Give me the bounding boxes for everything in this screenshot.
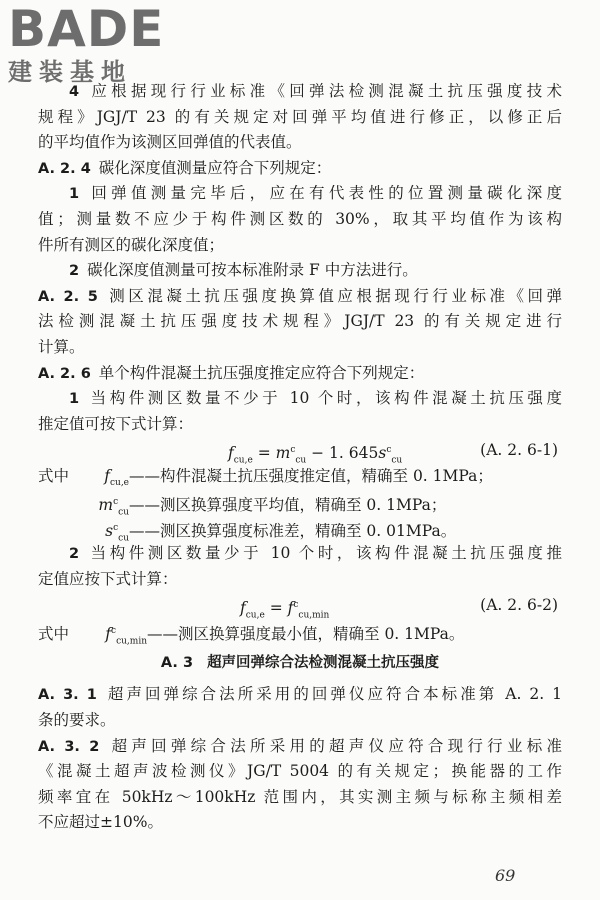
clause-a31-line1: A. 3. 1 超声回弹综合法所采用的回弹仪应符合本标准第 A. 2. 1 (38, 685, 562, 704)
where-label: 式中 (38, 625, 70, 644)
clause-number: A. 3. 1 (38, 687, 97, 704)
clause-a24-item1-line2: 值；测量数不应少于构件测区数的 30%，取其平均值作为该构 (38, 209, 562, 228)
clause-a24-item1-line1: 1 回弹值测量完毕后，应在有代表性的位置测量碳化深度 (69, 184, 562, 203)
where-item-3: $s^c_{cu}——$测区换算强度标准差，精确至 0. 01MPa。 (38, 516, 562, 542)
clause-a25-line3: 计算。 (38, 337, 85, 356)
formula-expression: $f_{cu,e} = m^c_{cu} - 1$. $645s^c_{cu}$ (228, 444, 403, 466)
clause-a31-line2: 条的要求。 (38, 711, 116, 730)
logo-subtitle: 建装基地 (8, 58, 132, 86)
clause-a24-item2: 2 碳化深度值测量可按本标准附录 F 中方法进行。 (69, 261, 418, 280)
clause-a26-item2-line1: 2 当构件测区数量少于 10 个时，该构件混凝土抗压强度推 (69, 544, 562, 563)
clause-a24-heading: A. 2. 4 碳化深度值测量应符合下列规定： (38, 158, 332, 177)
clause-a24-item1-line3: 件所有测区的碳化深度值； (38, 235, 225, 254)
clause-a26-heading: A. 2. 6 单个构件混凝土抗压强度推定应符合下列规定： (38, 363, 425, 382)
clause-a32-line4: 不应超过±10%。 (38, 813, 163, 832)
clause-a32-line2: 《混凝土超声波检测仪》JG/T 5004 的有关规定；换能器的工作 (38, 762, 562, 781)
page-number: 69 (495, 866, 516, 885)
where-item-4: 式中 $f^c_{cu,min}——$测区换算强度最小值，精确至 0. 1MPa。 (38, 619, 562, 645)
document-body (38, 79, 562, 836)
formula-number: (A. 2. 6-1) (480, 441, 558, 460)
where-item-2: $m^c_{cu}——$测区换算强度平均值，精确至 0. 1MPa； (38, 490, 562, 516)
brand-logo (8, 0, 183, 88)
clause-a32-line1: A. 3. 2 超声回弹综合法所采用的超声仪应符合现行行业标准 (38, 736, 562, 755)
where-item-1: 式中 $f_{cu,e}——$构件混凝土抗压强度推定值，精确至 0. 1MPa； (38, 464, 562, 490)
symbol: $f_{cu,e}$ (104, 467, 130, 489)
clause-number: A. 2. 4 (38, 160, 91, 177)
symbol: $m^c_{cu}$ (98, 496, 129, 518)
para-a214-line2: 规程》JGJ/T 23 的有关规定对回弹平均值进行修正，以修正后 (38, 107, 562, 126)
where-label: 式中 (38, 467, 70, 486)
symbol: $s^c_{cu}$ (105, 521, 129, 543)
formula-a262 (38, 592, 562, 619)
clause-a32-line3: 频率宜在 50kHz～100kHz 范围内，其实测主频与标称主频相差 (38, 787, 562, 806)
formula-number: (A. 2. 6-2) (480, 596, 558, 615)
formula-expression: $f_{cu,e} = f^c_{cu,min}$ (240, 599, 330, 621)
clause-a25-line2: 法检测混凝土抗压强度技术规程》JGJ/T 23 的有关规定进行 (38, 312, 562, 331)
clause-a26-item1-line2: 推定值可按下式计算： (38, 414, 194, 433)
clause-a26-item1-line1: 1 当构件测区数量不少于 10 个时，该构件混凝土抗压强度 (69, 389, 562, 408)
section-a3-heading: A. 3 超声回弹综合法检测混凝土抗压强度 (160, 654, 440, 671)
clause-a25-line1: A. 2. 5 测区混凝土抗压强度换算值应根据现行行业标准《回弹 (38, 286, 562, 305)
clause-number: A. 2. 6 (38, 365, 91, 382)
symbol: $f^c_{cu,min}$ (105, 625, 148, 647)
logo-brand-text: BADE (8, 0, 165, 58)
para-a214-line3: 的平均值作为该测区回弹值的代表值。 (38, 133, 302, 152)
clause-a26-item2-line2: 定值应按下式计算： (38, 569, 178, 588)
clause-number: A. 3. 2 (38, 738, 100, 755)
para-a214-line1: 4 应根据现行行业标准《回弹法检测混凝土抗压强度技术 (69, 82, 562, 100)
clause-number: A. 2. 5 (38, 288, 98, 305)
formula-a261 (38, 437, 562, 464)
